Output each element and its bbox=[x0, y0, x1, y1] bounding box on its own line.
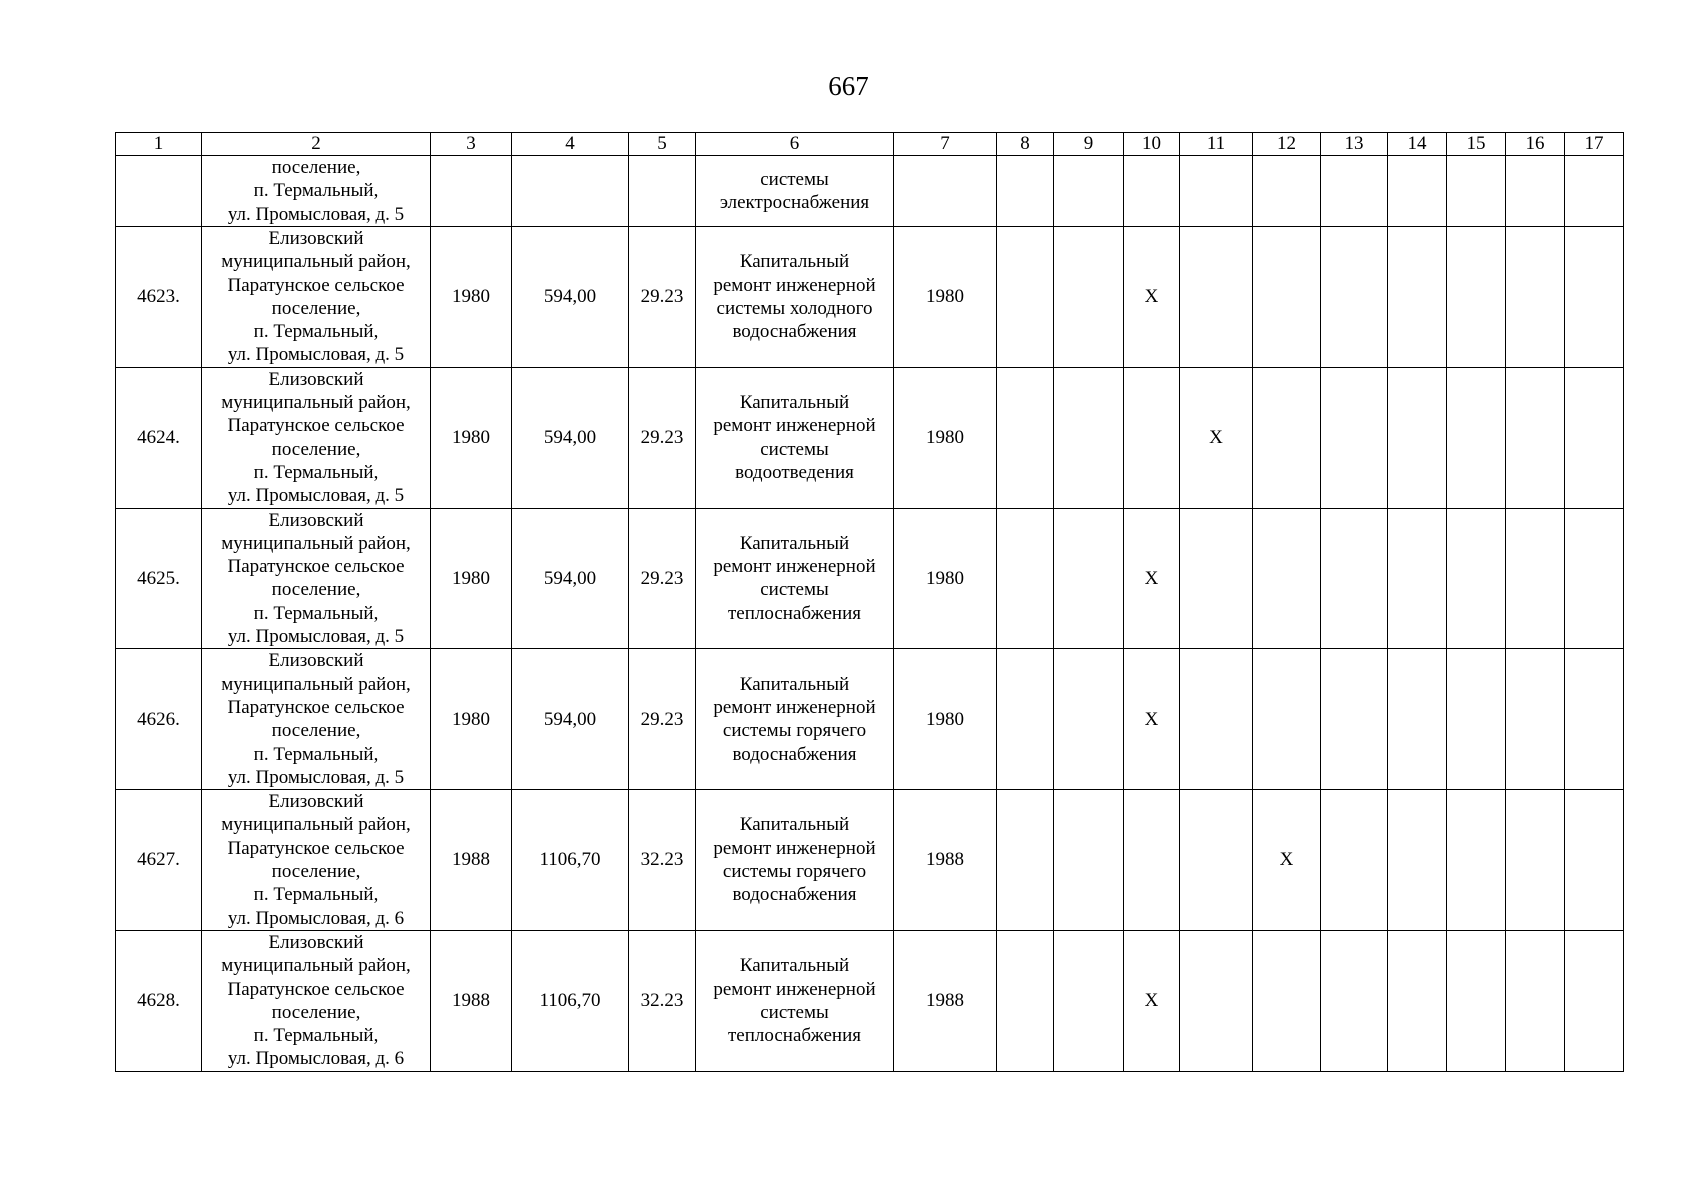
column-header: 3 bbox=[431, 133, 512, 156]
page-number: 667 bbox=[828, 71, 869, 101]
address-line: Паратунское сельское bbox=[227, 978, 405, 1000]
mark-cell-col8 bbox=[997, 367, 1054, 508]
mark-cell-col9 bbox=[1054, 790, 1124, 931]
mark-cell-col8 bbox=[997, 930, 1054, 1071]
mark-cell-col15 bbox=[1447, 156, 1506, 227]
work-line: водоотведения bbox=[735, 461, 854, 483]
work-type-cell bbox=[696, 790, 894, 931]
address-line: Елизовский bbox=[268, 931, 364, 953]
build-year-cell: 1980 bbox=[431, 367, 512, 508]
address-cell bbox=[202, 649, 431, 790]
mark-cell-col10 bbox=[1124, 367, 1180, 508]
last-repair-year-cell: 1980 bbox=[894, 649, 997, 790]
table-row-continuation bbox=[116, 156, 1624, 227]
column-header: 14 bbox=[1388, 133, 1447, 156]
registry-table bbox=[115, 132, 1624, 1072]
work-line: Капитальный bbox=[739, 251, 850, 273]
address-line: п. Термальный, bbox=[253, 180, 379, 202]
address-line: Паратунское сельское bbox=[227, 837, 405, 859]
mark-cell-col10 bbox=[1124, 156, 1180, 227]
mark-cell-col9 bbox=[1054, 367, 1124, 508]
address-line: ул. Промысловая, д. 5 bbox=[227, 344, 405, 366]
address-line: поселение, bbox=[271, 720, 361, 742]
row-number-cell: 4623. bbox=[116, 227, 202, 368]
table-row bbox=[116, 508, 1624, 649]
build-year-cell bbox=[431, 156, 512, 227]
work-type-cell bbox=[696, 508, 894, 649]
column-header: 2 bbox=[202, 133, 431, 156]
mark-cell-col16 bbox=[1506, 367, 1565, 508]
code-cell: 32.23 bbox=[629, 790, 696, 931]
work-line: Капитальный bbox=[739, 392, 850, 414]
code-cell: 32.23 bbox=[629, 930, 696, 1071]
mark-cell-col15 bbox=[1447, 649, 1506, 790]
mark-cell-col15 bbox=[1447, 508, 1506, 649]
work-type-cell bbox=[696, 930, 894, 1071]
row-number-cell: 4625. bbox=[116, 508, 202, 649]
mark-cell-col14 bbox=[1388, 508, 1447, 649]
mark-cell-col14 bbox=[1388, 790, 1447, 931]
mark-cell-col16 bbox=[1506, 227, 1565, 368]
address-line: поселение, bbox=[271, 438, 361, 460]
column-header: 1 bbox=[116, 133, 202, 156]
mark-cell-col17 bbox=[1565, 156, 1624, 227]
work-line: Капитальный bbox=[739, 673, 850, 695]
address-line: ул. Промысловая, д. 5 bbox=[227, 626, 405, 648]
address-line: поселение, bbox=[271, 297, 361, 319]
address-cell bbox=[202, 790, 431, 931]
work-line: системы горячего bbox=[722, 720, 867, 742]
mark-cell-col8 bbox=[997, 508, 1054, 649]
mark-cell-col14 bbox=[1388, 227, 1447, 368]
table-row bbox=[116, 367, 1624, 508]
address-line: поселение, bbox=[271, 1001, 361, 1023]
address-line: Елизовский bbox=[268, 650, 364, 672]
area-cell: 1106,70 bbox=[512, 790, 629, 931]
work-line: водоснабжения bbox=[732, 743, 857, 765]
work-line: системы bbox=[760, 1001, 829, 1023]
table-row bbox=[116, 227, 1624, 368]
mark-cell-col17 bbox=[1565, 508, 1624, 649]
mark-cell-col17 bbox=[1565, 790, 1624, 931]
table-row bbox=[116, 930, 1624, 1071]
column-header: 6 bbox=[696, 133, 894, 156]
table-row bbox=[116, 790, 1624, 931]
work-line: теплоснабжения bbox=[728, 1025, 861, 1047]
column-header: 13 bbox=[1321, 133, 1388, 156]
address-line: муниципальный район, bbox=[221, 392, 411, 414]
header-row bbox=[116, 133, 1624, 156]
build-year-cell: 1980 bbox=[431, 227, 512, 368]
last-repair-year-cell: 1980 bbox=[894, 367, 997, 508]
work-line: ремонт инженерной bbox=[713, 978, 876, 1000]
last-repair-year-cell: 1980 bbox=[894, 508, 997, 649]
code-cell: 29.23 bbox=[629, 367, 696, 508]
mark-cell-col11 bbox=[1180, 649, 1253, 790]
address-cell bbox=[202, 367, 431, 508]
mark-cell-col10: X bbox=[1124, 227, 1180, 368]
area-cell: 594,00 bbox=[512, 367, 629, 508]
address-line: ул. Промысловая, д. 6 bbox=[227, 907, 405, 929]
address-line: Паратунское сельское bbox=[227, 274, 405, 296]
area-cell: 594,00 bbox=[512, 227, 629, 368]
work-line: Капитальный bbox=[739, 532, 850, 554]
mark-cell-col17 bbox=[1565, 367, 1624, 508]
work-line: ремонт инженерной bbox=[713, 556, 876, 578]
build-year-cell: 1980 bbox=[431, 508, 512, 649]
row-number-cell bbox=[116, 156, 202, 227]
mark-cell-col14 bbox=[1388, 649, 1447, 790]
address-line: п. Термальный, bbox=[253, 321, 379, 343]
last-repair-year-cell: 1988 bbox=[894, 790, 997, 931]
mark-cell-col13 bbox=[1321, 790, 1388, 931]
mark-cell-col15 bbox=[1447, 790, 1506, 931]
row-number-cell: 4627. bbox=[116, 790, 202, 931]
work-line: водоснабжения bbox=[732, 321, 857, 343]
address-line: п. Термальный, bbox=[253, 884, 379, 906]
mark-cell-col15 bbox=[1447, 930, 1506, 1071]
mark-cell-col8 bbox=[997, 790, 1054, 931]
code-cell bbox=[629, 156, 696, 227]
address-line: п. Термальный, bbox=[253, 1025, 379, 1047]
address-line: п. Термальный, bbox=[253, 602, 379, 624]
work-type-cell bbox=[696, 227, 894, 368]
address-line: Елизовский bbox=[268, 368, 364, 390]
mark-cell-col9 bbox=[1054, 649, 1124, 790]
mark-cell-col13 bbox=[1321, 367, 1388, 508]
mark-cell-col12 bbox=[1253, 508, 1321, 649]
address-line: муниципальный район, bbox=[221, 814, 411, 836]
address-line: Елизовский bbox=[268, 509, 364, 531]
column-header: 15 bbox=[1447, 133, 1506, 156]
address-cell bbox=[202, 156, 431, 227]
build-year-cell: 1988 bbox=[431, 790, 512, 931]
mark-cell-col13 bbox=[1321, 930, 1388, 1071]
address-line: поселение, bbox=[271, 157, 361, 179]
code-cell: 29.23 bbox=[629, 649, 696, 790]
address-line: ул. Промысловая, д. 5 bbox=[227, 485, 405, 507]
mark-cell-col12 bbox=[1253, 156, 1321, 227]
mark-cell-col9 bbox=[1054, 227, 1124, 368]
address-cell bbox=[202, 227, 431, 368]
mark-cell-col14 bbox=[1388, 930, 1447, 1071]
work-line: системы горячего bbox=[722, 861, 867, 883]
address-line: муниципальный район, bbox=[221, 673, 411, 695]
address-line: ул. Промысловая, д. 5 bbox=[227, 766, 405, 788]
area-cell: 594,00 bbox=[512, 649, 629, 790]
row-number-cell: 4624. bbox=[116, 367, 202, 508]
mark-cell-col13 bbox=[1321, 649, 1388, 790]
mark-cell-col16 bbox=[1506, 156, 1565, 227]
mark-cell-col10 bbox=[1124, 790, 1180, 931]
mark-cell-col11 bbox=[1180, 930, 1253, 1071]
mark-cell-col16 bbox=[1506, 930, 1565, 1071]
column-header: 11 bbox=[1180, 133, 1253, 156]
work-line: ремонт инженерной bbox=[713, 696, 876, 718]
work-line: ремонт инженерной bbox=[713, 274, 876, 296]
address-line: Паратунское сельское bbox=[227, 696, 405, 718]
column-header: 9 bbox=[1054, 133, 1124, 156]
last-repair-year-cell: 1980 bbox=[894, 227, 997, 368]
work-line: ремонт инженерной bbox=[713, 837, 876, 859]
address-line: Елизовский bbox=[268, 791, 364, 813]
address-line: Елизовский bbox=[268, 228, 364, 249]
work-line: системы bbox=[760, 168, 829, 190]
address-cell bbox=[202, 930, 431, 1071]
mark-cell-col15 bbox=[1447, 227, 1506, 368]
work-type-cell bbox=[696, 156, 894, 227]
column-header: 5 bbox=[629, 133, 696, 156]
mark-cell-col16 bbox=[1506, 649, 1565, 790]
mark-cell-col17 bbox=[1565, 227, 1624, 368]
work-line: Капитальный bbox=[739, 814, 850, 836]
last-repair-year-cell bbox=[894, 156, 997, 227]
column-header: 12 bbox=[1253, 133, 1321, 156]
address-line: п. Термальный, bbox=[253, 743, 379, 765]
work-line: системы холодного bbox=[716, 297, 873, 319]
column-header: 8 bbox=[997, 133, 1054, 156]
address-line: ул. Промысловая, д. 5 bbox=[227, 203, 405, 225]
mark-cell-col11 bbox=[1180, 227, 1253, 368]
mark-cell-col8 bbox=[997, 649, 1054, 790]
work-line: водоснабжения bbox=[732, 884, 857, 906]
mark-cell-col14 bbox=[1388, 367, 1447, 508]
column-header: 16 bbox=[1506, 133, 1565, 156]
build-year-cell: 1988 bbox=[431, 930, 512, 1071]
row-number-cell: 4626. bbox=[116, 649, 202, 790]
mark-cell-col9 bbox=[1054, 930, 1124, 1071]
mark-cell-col9 bbox=[1054, 508, 1124, 649]
mark-cell-col8 bbox=[997, 227, 1054, 368]
mark-cell-col11 bbox=[1180, 156, 1253, 227]
mark-cell-col17 bbox=[1565, 649, 1624, 790]
mark-cell-col12: X bbox=[1253, 790, 1321, 931]
address-line: муниципальный район, bbox=[221, 532, 411, 554]
address-line: муниципальный район, bbox=[221, 955, 411, 977]
mark-cell-col10: X bbox=[1124, 649, 1180, 790]
mark-cell-col10: X bbox=[1124, 930, 1180, 1071]
mark-cell-col9 bbox=[1054, 156, 1124, 227]
last-repair-year-cell: 1988 bbox=[894, 930, 997, 1071]
code-cell: 29.23 bbox=[629, 227, 696, 368]
work-line: ремонт инженерной bbox=[713, 415, 876, 437]
mark-cell-col14 bbox=[1388, 156, 1447, 227]
mark-cell-col10: X bbox=[1124, 508, 1180, 649]
column-header: 17 bbox=[1565, 133, 1624, 156]
address-line: п. Термальный, bbox=[253, 461, 379, 483]
mark-cell-col11 bbox=[1180, 790, 1253, 931]
code-cell: 29.23 bbox=[629, 508, 696, 649]
mark-cell-col11: X bbox=[1180, 367, 1253, 508]
build-year-cell: 1980 bbox=[431, 649, 512, 790]
area-cell: 1106,70 bbox=[512, 930, 629, 1071]
mark-cell-col11 bbox=[1180, 508, 1253, 649]
mark-cell-col12 bbox=[1253, 649, 1321, 790]
mark-cell-col13 bbox=[1321, 156, 1388, 227]
area-cell: 594,00 bbox=[512, 508, 629, 649]
address-line: ул. Промысловая, д. 6 bbox=[227, 1048, 405, 1070]
mark-cell-col13 bbox=[1321, 227, 1388, 368]
mark-cell-col13 bbox=[1321, 508, 1388, 649]
mark-cell-col8 bbox=[997, 156, 1054, 227]
table-row bbox=[116, 649, 1624, 790]
mark-cell-col12 bbox=[1253, 227, 1321, 368]
area-cell bbox=[512, 156, 629, 227]
work-line: электроснабжения bbox=[719, 192, 870, 213]
column-header: 7 bbox=[894, 133, 997, 156]
work-type-cell bbox=[696, 367, 894, 508]
address-line: Паратунское сельское bbox=[227, 415, 405, 437]
column-header: 10 bbox=[1124, 133, 1180, 156]
address-line: поселение, bbox=[271, 579, 361, 601]
mark-cell-col12 bbox=[1253, 367, 1321, 508]
mark-cell-col12 bbox=[1253, 930, 1321, 1071]
address-line: поселение, bbox=[271, 861, 361, 883]
mark-cell-col15 bbox=[1447, 367, 1506, 508]
work-line: системы bbox=[760, 438, 829, 460]
mark-cell-col17 bbox=[1565, 930, 1624, 1071]
address-line: Паратунское сельское bbox=[227, 556, 405, 578]
mark-cell-col16 bbox=[1506, 790, 1565, 931]
work-line: системы bbox=[760, 579, 829, 601]
address-line: муниципальный район, bbox=[221, 251, 411, 273]
work-line: Капитальный bbox=[739, 955, 850, 977]
work-type-cell bbox=[696, 649, 894, 790]
column-header: 4 bbox=[512, 133, 629, 156]
address-cell bbox=[202, 508, 431, 649]
work-line: теплоснабжения bbox=[728, 602, 861, 624]
mark-cell-col16 bbox=[1506, 508, 1565, 649]
registry-table-wrapper bbox=[115, 132, 1623, 1072]
row-number-cell: 4628. bbox=[116, 930, 202, 1071]
